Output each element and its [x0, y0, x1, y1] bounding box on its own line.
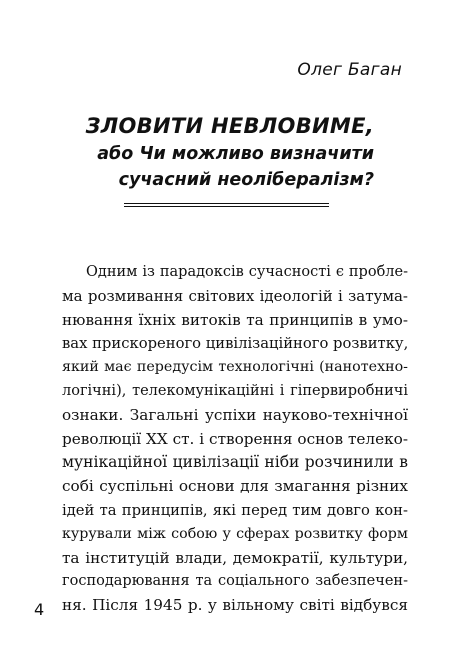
article-title: [60, 112, 374, 193]
body-line: вах прискореного цивілізаційного розвитку,: [62, 335, 409, 353]
body-line: собі суспільні основи для змагання різних: [62, 477, 408, 496]
body-line: курували між собою у сферах розвитку форм: [62, 525, 408, 542]
body-line: ознаки. Загальні успіхи науково-технічної: [62, 405, 408, 424]
title-divider: [124, 203, 329, 207]
body-line: ідей та принципів, які перед тим довго кон-: [62, 501, 408, 519]
body-line: мунікаційної цивілізації ніби розчинили в: [62, 453, 408, 472]
body-line: та інституцій влади, демократії, культури,: [62, 548, 408, 567]
body-line: ня. Після 1945 р. у вільному світі відбувся: [62, 596, 408, 615]
body-line: нювання їхніх витоків та принципів в умо-: [62, 310, 408, 329]
title-subtitle-line-2: сучасний неолібералізм?: [118, 170, 374, 190]
body-line: революції XX ст. і створення основ телеко-: [62, 429, 408, 448]
body-line: ма розмивання світових ідеологій і затума-: [62, 286, 408, 305]
body-line: господарювання та соціального забезпечен-: [62, 573, 408, 590]
author-name: Олег Баган: [297, 60, 402, 80]
title-subtitle-line-1: або Чи можливо визначити: [97, 144, 374, 164]
body-paragraph: [62, 261, 408, 618]
body-line: Одним із парадоксів сучасності є пробле-: [86, 264, 408, 280]
body-line: який має передусім технологічні (нанотехно-: [62, 359, 408, 376]
page-number: 4: [34, 600, 45, 619]
title-main: ЗЛОВИТИ НЕВЛОВИМЕ,: [85, 114, 374, 138]
body-line: логічні), телекомунікаційні і гіпервиробничі: [62, 382, 408, 399]
